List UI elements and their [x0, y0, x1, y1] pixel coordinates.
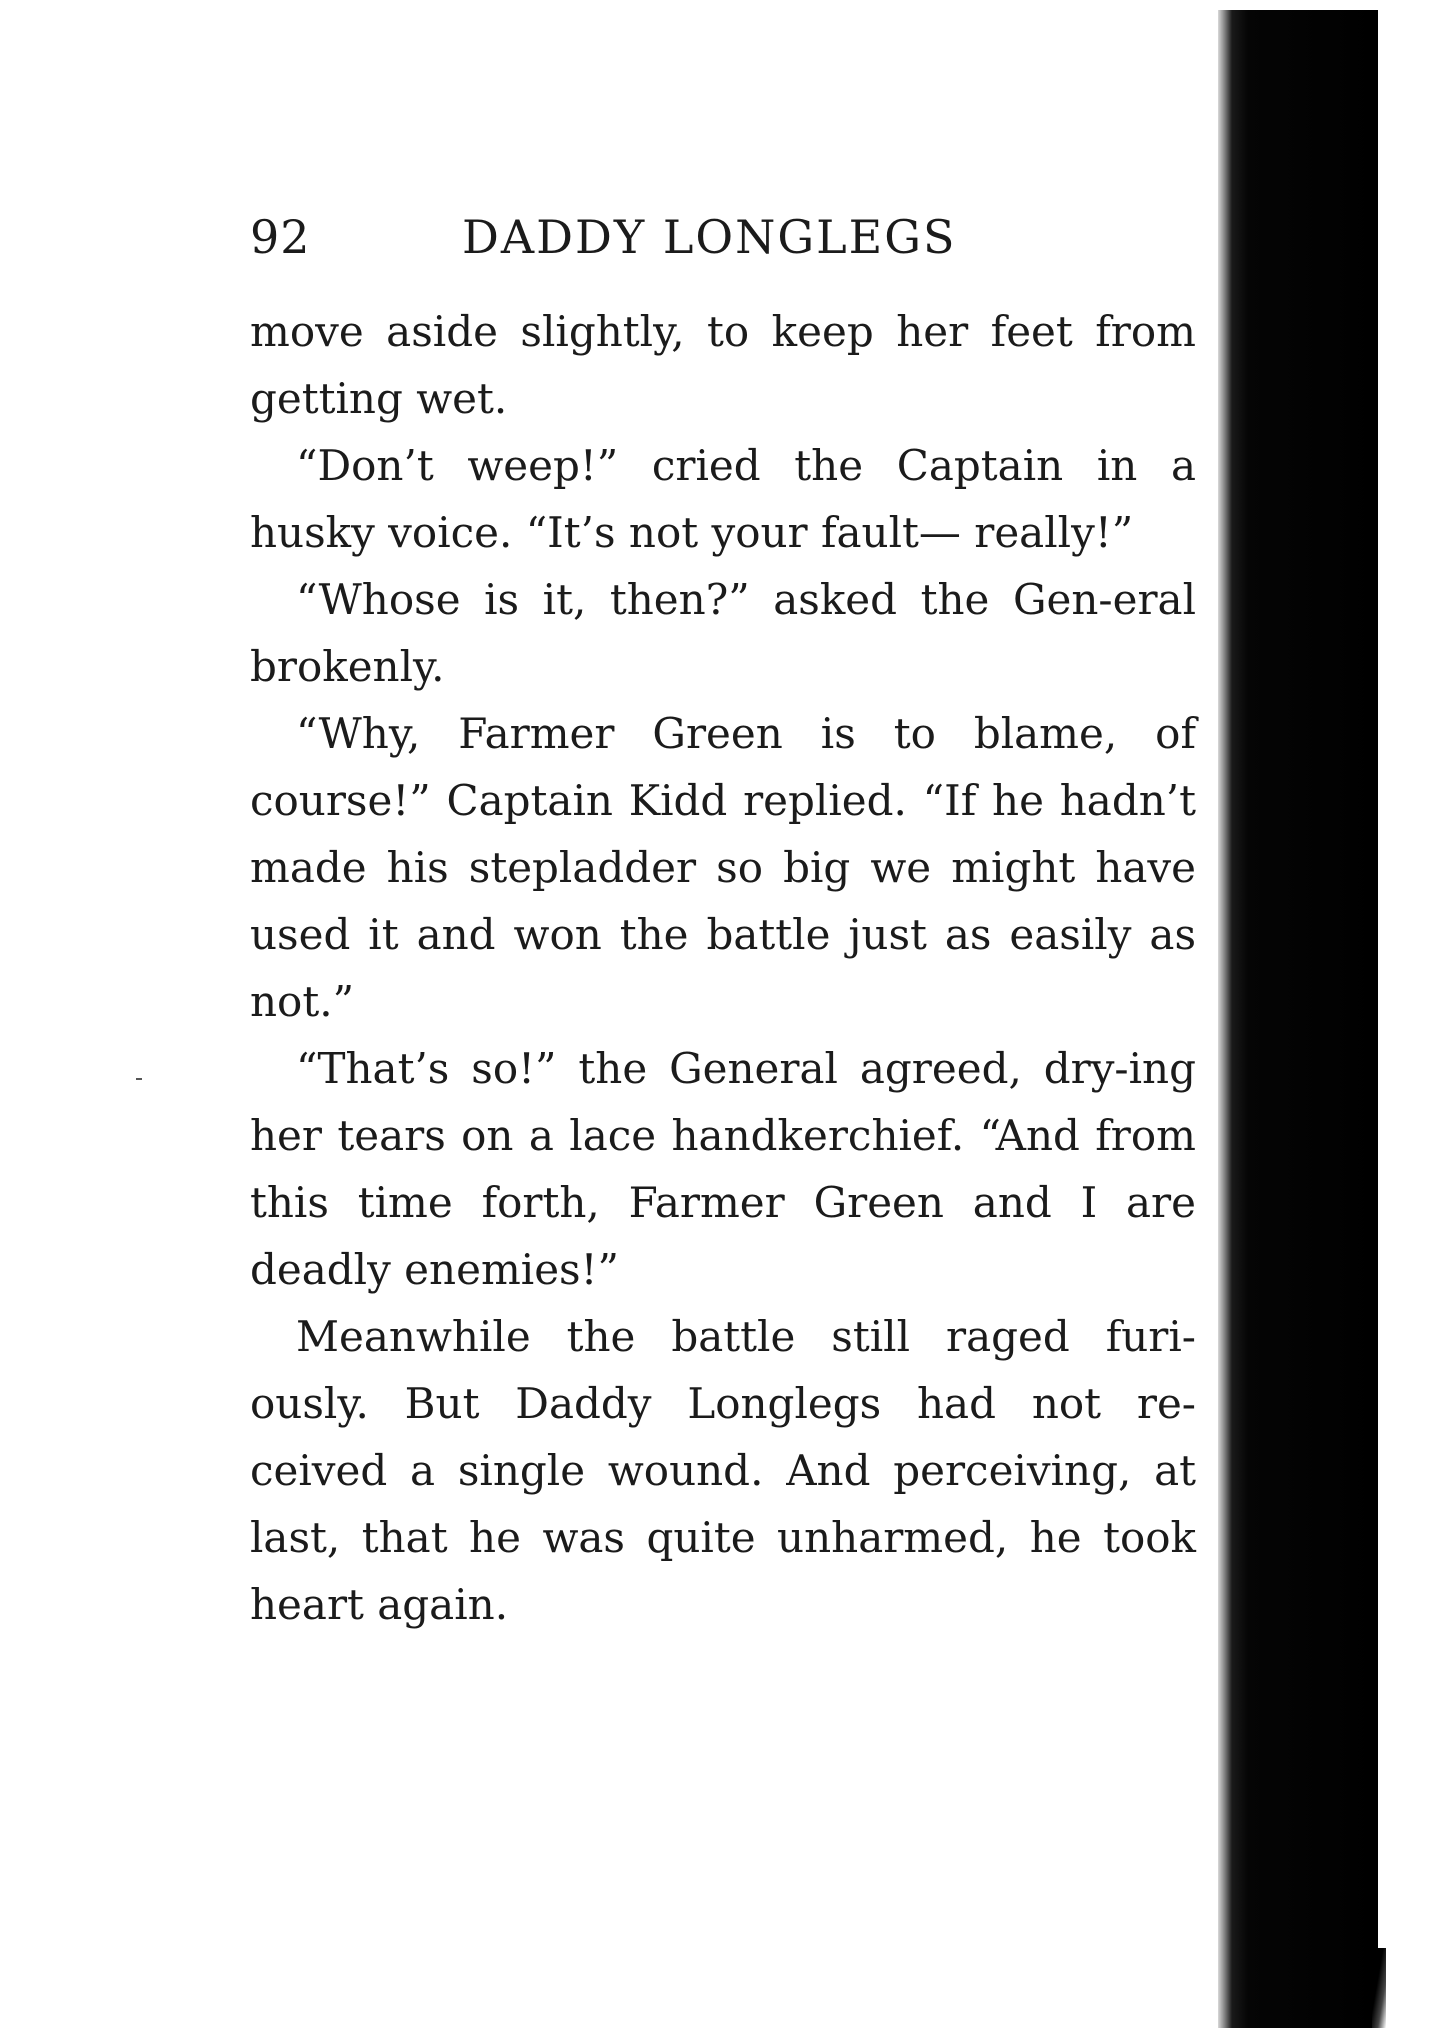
binding-shadow [1218, 10, 1378, 2028]
paragraph-2: “Don’t weep!” cried the Captain in a husky voice. “It’s not your fault— really!” [250, 441, 1196, 557]
running-title: DADDY LONGLEGS [462, 210, 957, 264]
page-header [250, 210, 1200, 280]
paragraph-1: move aside slightly, to keep her feet from getting wet. [250, 307, 1196, 423]
paragraph-6: Meanwhile the battle still raged furi-ously. But Daddy Longlegs had not re-ceived a single wound. And perceiving, at last, that he was quite unharmed, he took heart again. [250, 1312, 1196, 1629]
paragraph-4: “Why, Farmer Green is to blame, of course!” Captain Kidd replied. “If he hadn’t made his stepladder so big we might have used it and won the battle just as easily as not.” [250, 709, 1196, 1026]
page-number: 92 [250, 210, 311, 264]
body-text [250, 298, 1196, 1638]
paragraph-5: “That’s so!” the General agreed, dry-ing her tears on a lace handkerchief. “And from this time forth, Farmer Green and I are deadly enemies!” [250, 1044, 1196, 1294]
paper-speck [136, 1078, 142, 1080]
paragraph-3: “Whose is it, then?” asked the Gen-eral brokenly. [250, 575, 1196, 691]
